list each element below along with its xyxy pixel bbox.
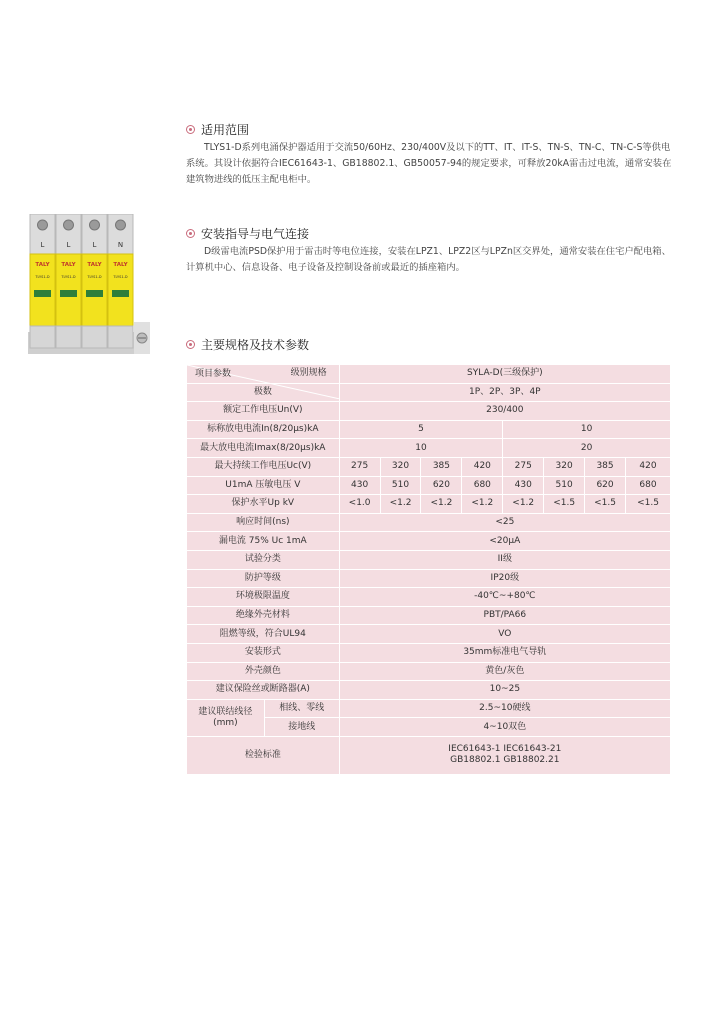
model-header: SYLA-D(三级保护) [339, 365, 670, 384]
spec-header-label: 级别规格 [290, 368, 327, 378]
terminal-label: L [92, 241, 97, 249]
row-value: 320 [544, 457, 585, 476]
row-label: 接地线 [264, 718, 339, 737]
model-label: TLYS1-D [61, 275, 76, 279]
row-value: 420 [462, 457, 503, 476]
row-label: 安装形式 [187, 643, 340, 662]
table-row [187, 476, 671, 495]
model-label: TLYS1-D [113, 275, 128, 279]
item-header-label: 项目参数 [195, 368, 232, 379]
row-value: IP20级 [339, 569, 670, 588]
table-row [187, 606, 671, 625]
row-label: 相线、零线 [264, 699, 339, 718]
row-value: -40℃~+80℃ [339, 588, 670, 607]
table-row [187, 625, 671, 644]
row-label: 建议保险丝或断路器(A) [187, 681, 340, 700]
row-label: 最大放电电流Imax(8/20μs)kA [187, 439, 340, 458]
circle-bullet-icon [186, 340, 195, 349]
row-value: <1.5 [544, 495, 585, 514]
row-value: 680 [625, 476, 670, 495]
section-body-scope: TLYS1-D系列电涌保护器适用于交流50/60Hz、230/400V及以下的TT、IT、IT-S、TN-S、TN-C、TN-C-S等供电系统。其设计依据符合IEC61643-1、GB18802.1、GB50057-94的规定要求，可释放20kA雷击过电流，通常安装在建筑物进线的低压主配电柜中。 [186, 142, 672, 185]
row-value: 620 [585, 476, 626, 495]
row-label: 绝缘外壳材料 [187, 606, 340, 625]
row-value: 2.5~10硬线 [339, 699, 670, 718]
row-label: 最大持续工作电压Uc(V) [187, 457, 340, 476]
table-row [187, 681, 671, 700]
model-label: TLYS1-D [87, 275, 102, 279]
row-value: 10 [339, 439, 503, 458]
brand-label: TALY [113, 262, 128, 268]
row-label: 外壳颜色 [187, 662, 340, 681]
row-value: 420 [625, 457, 670, 476]
row-value: 10~25 [339, 681, 670, 700]
row-label: 保护水平Up kV [187, 495, 340, 514]
row-value: 35mm标准电气导轨 [339, 643, 670, 662]
row-label: 检验标准 [187, 736, 340, 774]
table-row [187, 365, 671, 384]
table-row [187, 662, 671, 681]
table-row [187, 420, 671, 439]
row-value: 黄色/灰色 [339, 662, 670, 681]
row-value: 510 [544, 476, 585, 495]
row-label: 额定工作电压Un(V) [187, 402, 340, 421]
table-row [187, 736, 671, 774]
section-title-scope: 适用范围 [186, 121, 672, 137]
row-value: <1.5 [585, 495, 626, 514]
row-value: <1.2 [462, 495, 503, 514]
brand-label: TALY [87, 262, 102, 268]
row-value: IEC61643-1 IEC61643-21 GB18802.1 GB18802.21 [339, 736, 670, 774]
row-value: PBT/PA66 [339, 606, 670, 625]
section-title-install: 安装指导与电气连接 [186, 225, 672, 241]
circle-bullet-icon [186, 125, 195, 134]
row-value: 20 [503, 439, 671, 458]
table-row [187, 588, 671, 607]
row-value: 4~10双色 [339, 718, 670, 737]
row-value: 510 [380, 476, 421, 495]
row-label: 试验分类 [187, 550, 340, 569]
wire-label: 建议联结线径 (mm) [187, 699, 265, 736]
table-row [187, 699, 671, 718]
row-value: 275 [339, 457, 380, 476]
row-label: 漏电流 75% Uc 1mA [187, 532, 340, 551]
row-value: 1P、2P、3P、4P [339, 383, 670, 402]
section-title-specs: 主要规格及技术参数 [186, 336, 672, 352]
table-row [187, 532, 671, 551]
terminal-label: N [117, 241, 124, 249]
table-row [187, 495, 671, 514]
row-value: II级 [339, 550, 670, 569]
circle-bullet-icon [186, 229, 195, 238]
row-label: 响应时间(ns) [187, 513, 340, 532]
section-body-install: D级雷电流PSD保护用于雷击时等电位连接，安装在LPZ1、LPZ2区与LPZn区交界处，通常安装在住宅户配电箱、计算机中心、信息设备、电子设备及控制设备前或最近的插座箱内。 [186, 246, 671, 273]
table-row [187, 513, 671, 532]
table-row [187, 439, 671, 458]
row-value: <1.2 [421, 495, 462, 514]
row-label: 标称放电电流In(8/20μs)kA [187, 420, 340, 439]
row-label: 阻燃等级，符合UL94 [187, 625, 340, 644]
spec-table [186, 364, 671, 775]
row-value: <1.2 [503, 495, 544, 514]
row-value: 430 [339, 476, 380, 495]
brand-label: TALY [35, 262, 50, 268]
table-row [187, 550, 671, 569]
table-row [187, 402, 671, 421]
row-label: 环境极限温度 [187, 588, 340, 607]
row-value: 385 [585, 457, 626, 476]
row-value: 275 [503, 457, 544, 476]
row-label: 防护等级 [187, 569, 340, 588]
row-value: <1.5 [625, 495, 670, 514]
row-value: <20μA [339, 532, 670, 551]
section-install [186, 225, 672, 276]
row-value: 5 [339, 420, 503, 439]
row-value: <1.0 [339, 495, 380, 514]
terminal-label: L [66, 241, 71, 249]
table-row [187, 457, 671, 476]
row-value: <1.2 [380, 495, 421, 514]
row-value: 10 [503, 420, 671, 439]
terminal-label: L [40, 241, 45, 249]
model-label: TLYS1-D [35, 275, 50, 279]
row-value: 230/400 [339, 402, 670, 421]
section-scope [186, 121, 672, 188]
section-specs [186, 336, 672, 352]
table-row [187, 643, 671, 662]
row-label: 极数 [187, 383, 340, 402]
table-row [187, 569, 671, 588]
row-label: U1mA 压敏电压 V [187, 476, 340, 495]
row-value: 385 [421, 457, 462, 476]
product-image [28, 214, 150, 356]
row-value: VO [339, 625, 670, 644]
row-value: <25 [339, 513, 670, 532]
row-value: 430 [503, 476, 544, 495]
header-diagonal-cell [187, 365, 340, 384]
brand-label: TALY [61, 262, 76, 268]
row-value: 620 [421, 476, 462, 495]
row-value: 680 [462, 476, 503, 495]
row-value: 320 [380, 457, 421, 476]
